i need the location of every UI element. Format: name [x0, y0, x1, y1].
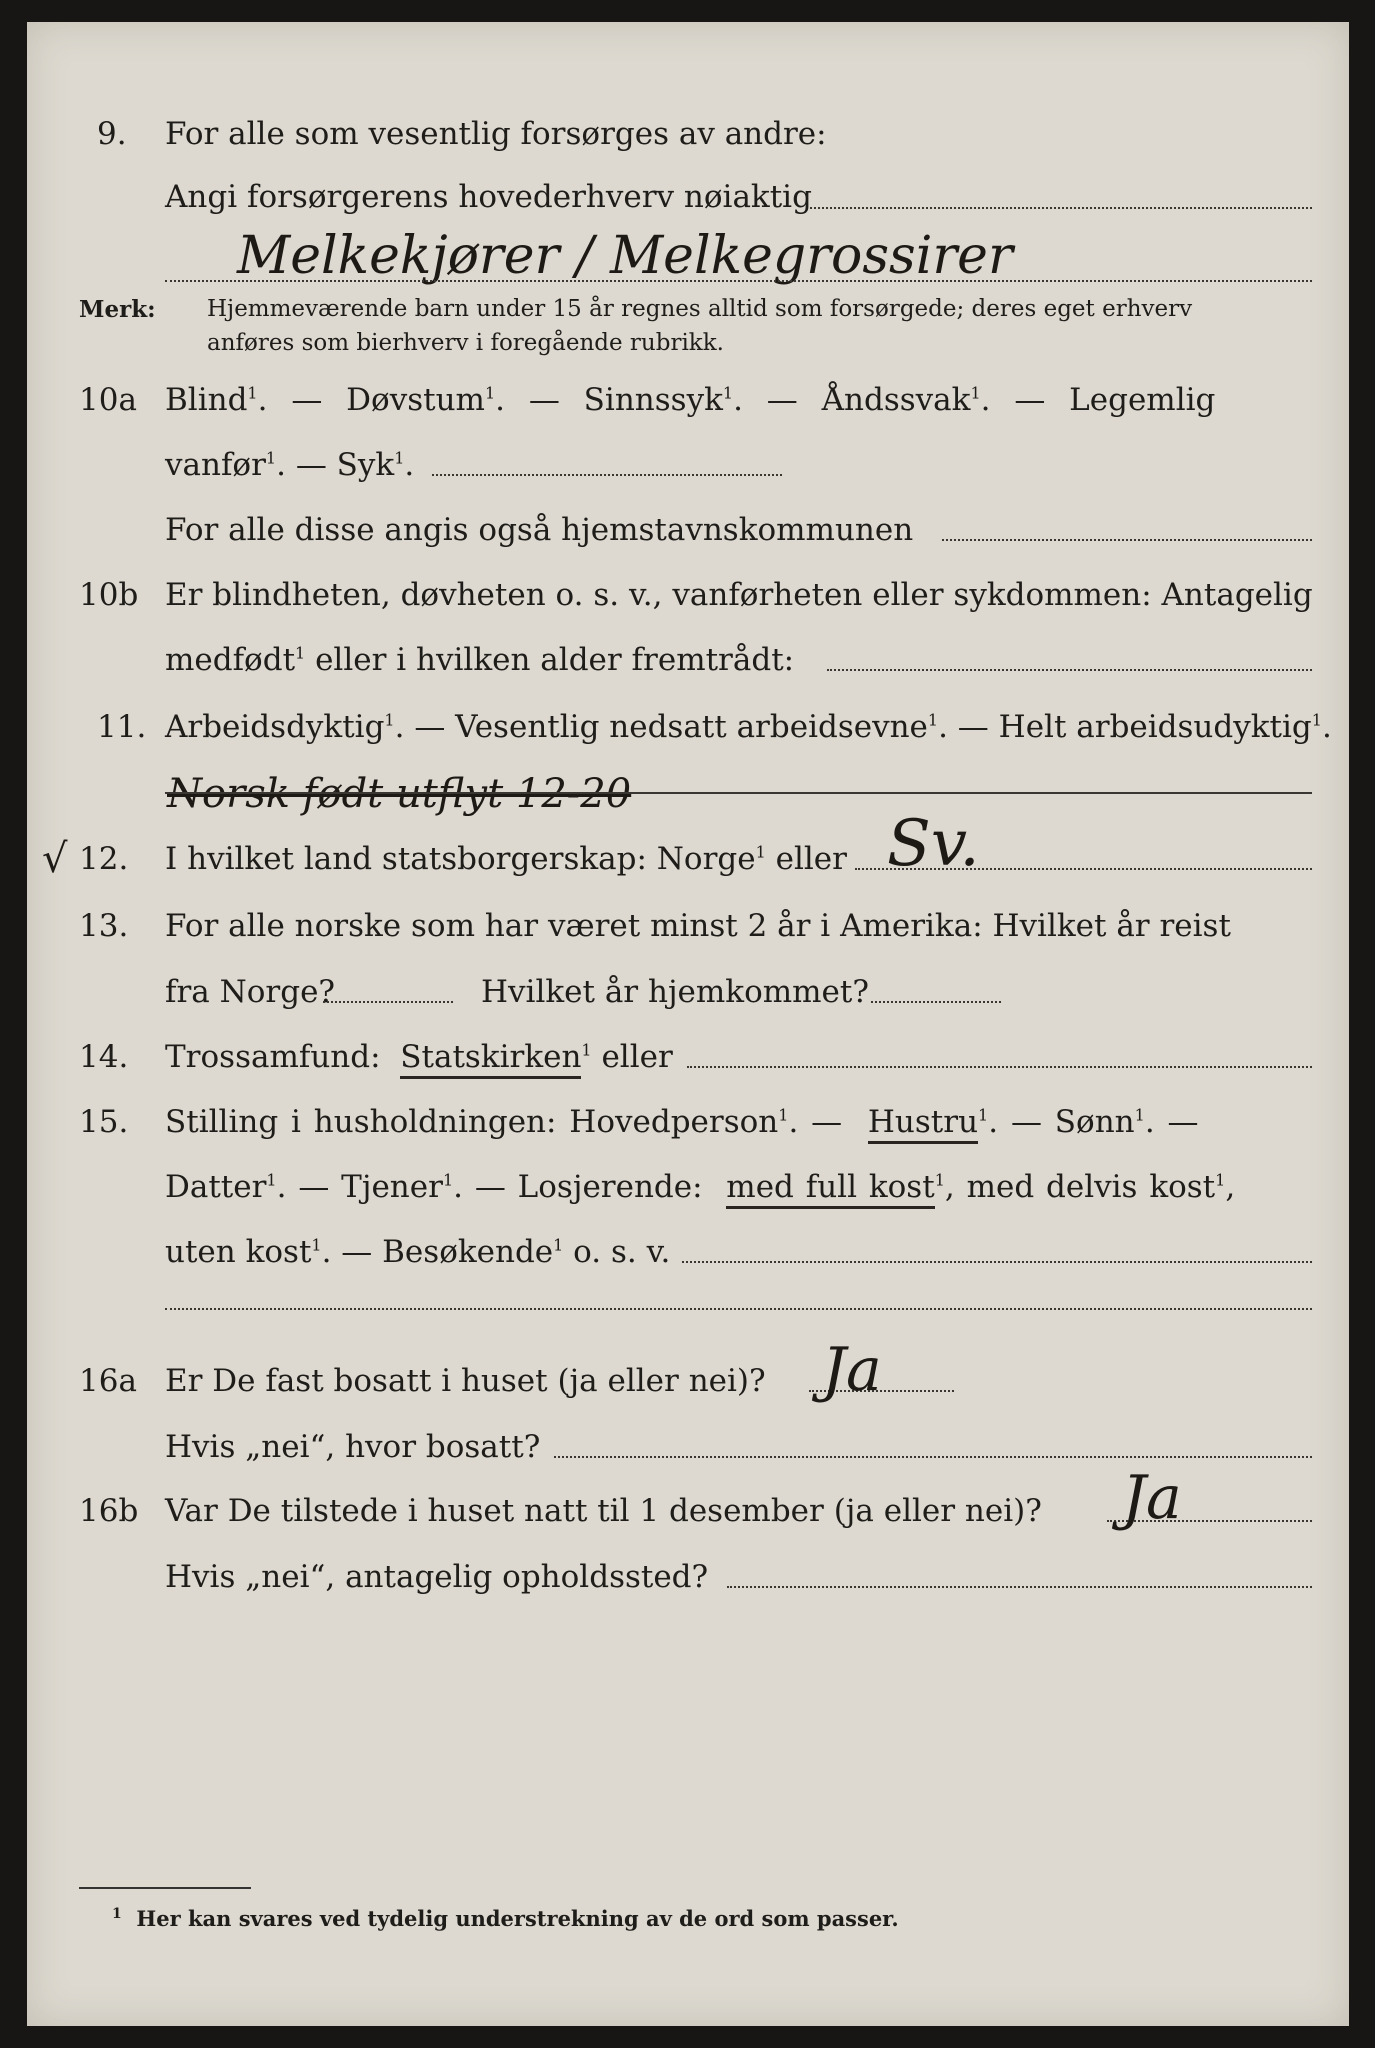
- q10a-line3: For alle disse angis også hjemstavnskommunen: [165, 512, 914, 548]
- q16a-bosatt-line: [554, 1456, 1312, 1458]
- q10a-hjemstavn-line: [942, 539, 1312, 541]
- q9-answer-line: [810, 207, 1312, 209]
- q10b-line1: Er blindheten, døvheten o. s. v., vanførheten eller sykdommen: Antagelig: [165, 577, 1313, 613]
- q10a-answer-line: [432, 474, 782, 476]
- q13-line1: For alle norske som har været minst 2 år i Amerika: Hvilket år reist: [165, 908, 1231, 944]
- q13-line2-a: fra Norge?: [165, 974, 336, 1010]
- margin-check-mark: √: [42, 836, 68, 882]
- q14-number: 14.: [79, 1039, 129, 1075]
- q16a-number: 16a: [79, 1363, 137, 1399]
- q15-line2: Datter$^1$. — Tjener$^1$. — Losjerende: med full kost$^1$, med delvis kost$^1$,: [165, 1172, 1235, 1203]
- q15-number: 15.: [79, 1104, 129, 1140]
- q15-answer-line: [682, 1261, 1312, 1263]
- q16b-handwritten-answer: Ja: [1122, 1463, 1182, 1533]
- q16b-line1: Var De tilstede i huset natt til 1 desember (ja eller nei)?: [165, 1493, 1042, 1529]
- q13-reist-line: [323, 1001, 453, 1003]
- q11-line1: Arbeidsdyktig$^1$. — Vesentlig nedsatt arbeidsevne$^1$. — Helt arbeidsudyktig$^1$.: [165, 709, 1332, 745]
- q15-line3: uten kost$^1$. — Besøkende$^1$ o. s. v.: [165, 1234, 671, 1270]
- q16b-line2: Hvis „nei“, antagelig opholdssted?: [165, 1559, 709, 1595]
- q10a-line2: vanfør$^1$. — Syk$^1$.: [165, 447, 415, 483]
- q16a-handwritten-answer: Ja: [822, 1335, 882, 1405]
- q9-line1: For alle som vesentlig forsørges av andre:: [165, 116, 827, 152]
- q11-answer-line: [165, 792, 1312, 794]
- q9-answer-line-2: [165, 280, 1312, 282]
- q9-number: 9.: [97, 116, 127, 152]
- q16b-opholdssted-line: [727, 1586, 1312, 1588]
- q13-hjemkommet-line: [871, 1001, 1001, 1003]
- merk-line2: anføres som bierhverv i foregående rubrikk.: [207, 330, 724, 356]
- q12-number: 12.: [79, 841, 129, 877]
- q16a-line1: Er De fast bosatt i huset (ja eller nei)?: [165, 1363, 766, 1399]
- q9-handwritten-answer: Melkekjører / Melkegrossirer: [237, 226, 1013, 286]
- footnote: $^1$ Her kan svares ved tydelig understrekning av de ord som passer.: [112, 1906, 899, 1931]
- q9-line2: Angi forsørgerens hovederhverv nøiaktig: [165, 179, 812, 215]
- q10b-number: 10b: [79, 577, 139, 613]
- q12-handwritten-answer: Sv.: [887, 807, 980, 881]
- q10a-number: 10a: [79, 382, 137, 418]
- q10b-answer-line: [827, 669, 1312, 671]
- q11-handwritten-struck-answer: Norsk født utflyt 12-20: [167, 771, 632, 817]
- q12-text: I hvilket land statsborgerskap: Norge$^1$ eller: [165, 841, 847, 877]
- q13-number: 13.: [79, 908, 129, 944]
- q10b-line2: medfødt$^1$ eller i hvilken alder fremtrådt:: [165, 642, 795, 678]
- q14-text: Trossamfund: Statskirken$^1$ eller: [165, 1042, 673, 1073]
- census-form-page: [27, 22, 1349, 2026]
- q10a-line1: Blind$^1$. — Døvstum$^1$. — Sinnssyk$^1$. — Åndssvak$^1$. — Legemlig: [165, 382, 1216, 418]
- q15-line1: Stilling i husholdningen: Hovedperson$^1$. — Hustru$^1$. — Sønn$^1$. —: [165, 1107, 1199, 1138]
- footnote-rule: [79, 1887, 251, 1889]
- merk-line1: Hjemmeværende barn under 15 år regnes alltid som forsørgede; deres eget erhverv: [207, 296, 1193, 322]
- q14-answer-line: [687, 1066, 1312, 1068]
- q16a-line2: Hvis „nei“, hvor bosatt?: [165, 1429, 541, 1465]
- q11-number: 11.: [97, 709, 147, 745]
- merk-label: Merk:: [79, 296, 156, 323]
- q13-line2-b: Hvilket år hjemkommet?: [481, 974, 869, 1010]
- q16b-number: 16b: [79, 1493, 139, 1529]
- q15-answer-line-2: [165, 1308, 1312, 1310]
